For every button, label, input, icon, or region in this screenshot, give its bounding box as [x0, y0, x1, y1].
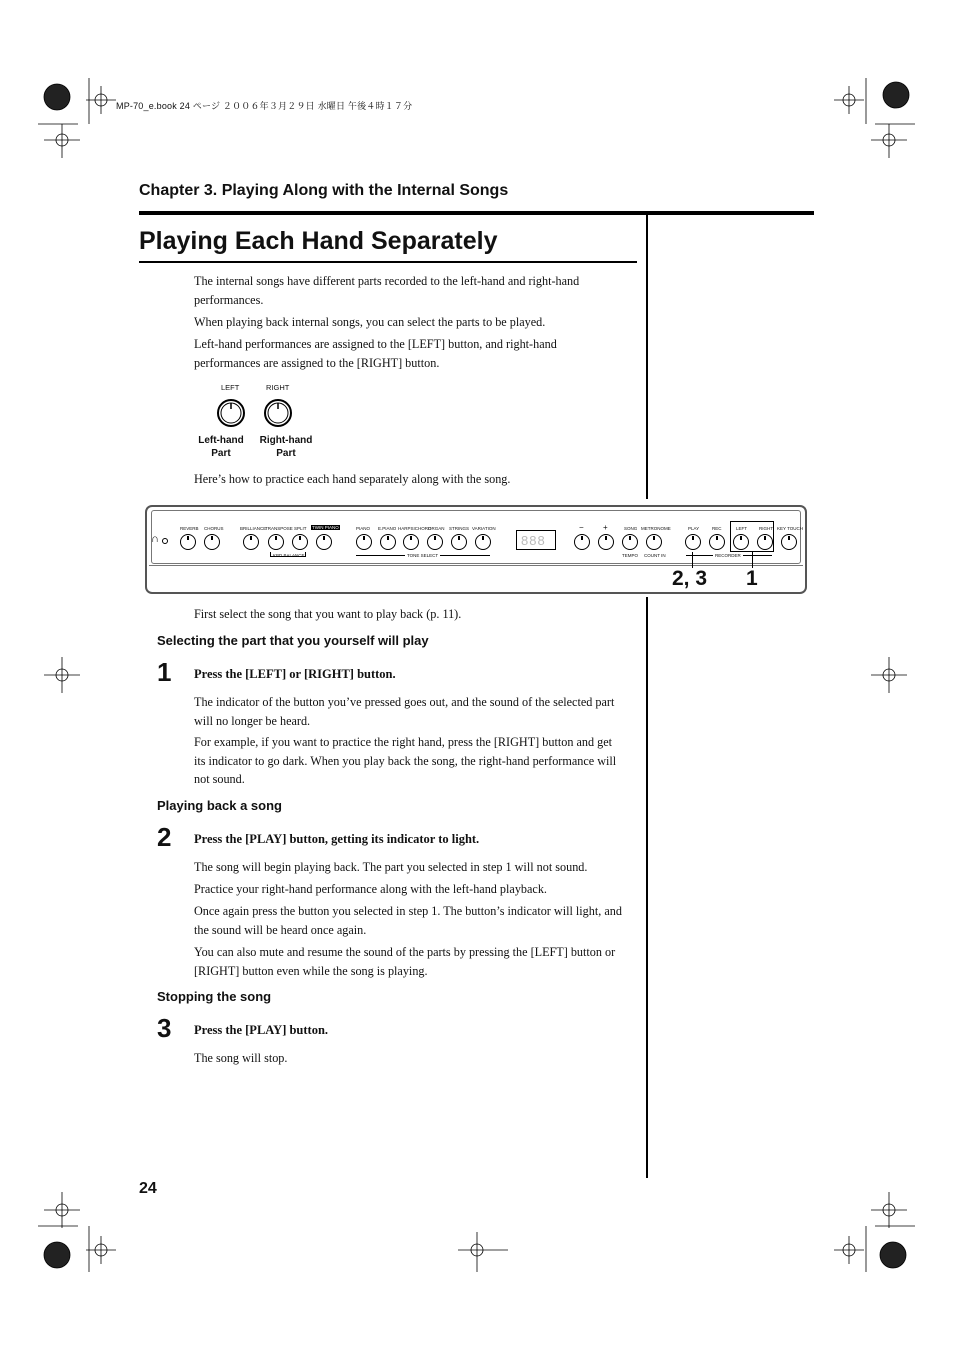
panel-label-variation: VARIATION	[472, 526, 496, 531]
panel-label-minus: −	[579, 523, 584, 532]
panel-sublabel-kbd-balance: KBD BALANCE	[273, 553, 305, 558]
panel-label-chorus: CHORUS	[204, 526, 224, 531]
panel-label-strings: STRINGS	[449, 526, 470, 531]
metronome-button	[646, 534, 662, 550]
left-caption-line1: Left-hand	[198, 435, 244, 446]
variation-button	[475, 534, 491, 550]
step-3-instruction: Press the [PLAY] button.	[194, 1023, 329, 1037]
step-3-paragraph-1: The song will stop.	[194, 1051, 288, 1065]
panel-label-rec: REC	[712, 526, 722, 531]
step-number-1: 1	[157, 657, 172, 687]
panel-label-split: SPLIT	[294, 526, 307, 531]
step-2-paragraph-4: You can also mute and resume the sound of the parts by pressing the [LEFT] button or [RIGHT] button even while the song is playing.	[194, 945, 616, 978]
left-button-label: LEFT	[221, 383, 240, 392]
step-1-paragraph-2: For example, if you want to practice the right hand, press the [RIGHT] button and get its indicator to go dark. When you play back the song, the right-hand performance will not sound.	[194, 735, 617, 786]
panel-sublabel-count-in: COUNT IN	[644, 553, 666, 558]
panel-label-twin-piano: TWIN PIANO	[312, 525, 339, 530]
brilliance-button	[243, 534, 259, 550]
panel-sublabel-recorder: RECORDER	[715, 553, 741, 558]
strings-button	[451, 534, 467, 550]
key-touch-button	[781, 534, 797, 550]
panel-label-metronome: METRONOME	[641, 526, 671, 531]
file-info-line: MP-70_e.book 24 ページ ２００６年３月２９日 水曜日 午後４時１７分	[116, 101, 413, 111]
control-panel-illustration	[145, 505, 807, 594]
harpsichord-button	[403, 534, 419, 550]
headphone-icon: ∩	[151, 533, 159, 545]
page-title: Playing Each Hand Separately	[139, 227, 498, 255]
panel-label-transpose: TRANSPOSE	[265, 526, 293, 531]
panel-label-plus: +	[603, 523, 608, 532]
column-rule-bottom	[646, 597, 648, 1178]
panel-label-play: PLAY	[688, 526, 700, 531]
callout-step-1: 1	[746, 567, 758, 590]
panel-divider	[149, 565, 803, 566]
panel-label-left: LEFT	[736, 526, 748, 531]
callout-steps-2-3: 2, 3	[672, 567, 708, 590]
step-number-3: 3	[157, 1013, 172, 1043]
panel-label-epiano: E.PIANO	[378, 526, 397, 531]
step-2-instruction: Press the [PLAY] button, getting its indicator to light.	[194, 832, 480, 846]
plus-button	[598, 534, 614, 550]
panel-label-song: SONG	[624, 526, 638, 531]
how-to-paragraph: Here’s how to practice each hand separately along with the song.	[194, 472, 511, 486]
column-rule-top	[646, 215, 648, 499]
step-2-paragraph-2: Practice your right-hand performance along with the left-hand playback.	[194, 882, 547, 896]
twin-piano-button	[316, 534, 332, 550]
transpose-button	[268, 534, 284, 550]
panel-label-reverb: REVERB	[180, 526, 199, 531]
step-1-instruction: Press the [LEFT] or [RIGHT] button.	[194, 667, 396, 681]
panel-sublabel-tempo: TEMPO	[622, 553, 639, 558]
chapter-heading: Chapter 3. Playing Along with the Internal Songs	[139, 182, 509, 199]
page-number: 24	[139, 1180, 157, 1197]
right-button	[757, 534, 773, 550]
headphone-jack-icon	[162, 538, 168, 544]
chorus-button	[204, 534, 220, 550]
subheading-stopping: Stopping the song	[157, 989, 272, 1004]
step-2-paragraph-3: Once again press the button you selected in step 1. The button’s indicator will light, and the sound will be heard once again.	[194, 904, 622, 937]
panel-label-right: RIGHT	[759, 526, 773, 531]
panel-label-key-touch: KEY TOUCH	[777, 526, 804, 531]
left-button	[733, 534, 749, 550]
panel-label-harpsichord: HARPSICHORD	[398, 526, 432, 531]
left-caption-line2: Part	[211, 448, 231, 459]
play-button	[685, 534, 701, 550]
right-caption-line2: Part	[276, 448, 296, 459]
step-1-paragraph-1: The indicator of the button you’ve pressed goes out, and the sound of the selected part will no longer be heard.	[194, 695, 615, 728]
split-button	[292, 534, 308, 550]
chapter-rule	[139, 211, 814, 215]
led-display	[516, 530, 556, 550]
epiano-button	[380, 534, 396, 550]
panel-label-brilliance: BRILLIANCE	[240, 526, 267, 531]
song-button	[622, 534, 638, 550]
piano-button	[356, 534, 372, 550]
step-2-paragraph-1: The song will begin playing back. The part you selected in step 1 will not sound.	[194, 860, 588, 874]
first-select-paragraph: First select the song that you want to play back (p. 11).	[194, 607, 462, 621]
subheading-select-part: Selecting the part that you yourself will play	[157, 633, 429, 648]
title-underline	[139, 261, 637, 263]
right-button-label: RIGHT	[266, 383, 290, 392]
right-caption-line1: Right-hand	[259, 435, 313, 446]
panel-label-organ: ORGAN	[428, 526, 445, 531]
callout-23-leader	[692, 552, 693, 568]
led-display-digits: 888	[521, 533, 546, 548]
left-part-caption	[195, 434, 247, 460]
panel-label-piano: PIANO	[356, 526, 371, 531]
right-part-caption	[254, 434, 318, 460]
callout-1-leader	[752, 552, 753, 568]
intro-paragraph-3: Left-hand performances are assigned to the [LEFT] button, and right-hand performances are assigned to the [RIGHT] button.	[194, 337, 557, 370]
reverb-button	[180, 534, 196, 550]
intro-paragraph-1: The internal songs have different parts recorded to the left-hand and right-hand performances.	[194, 274, 580, 307]
subheading-playing-back: Playing back a song	[157, 798, 282, 813]
minus-button	[574, 534, 590, 550]
panel-sublabel-tone-select: TONE SELECT	[407, 553, 439, 558]
organ-button	[427, 534, 443, 550]
rec-button	[709, 534, 725, 550]
step-number-2: 2	[157, 822, 172, 852]
intro-paragraph-2: When playing back internal songs, you can select the parts to be played.	[194, 315, 546, 329]
left-right-buttons-illustration	[214, 396, 296, 430]
